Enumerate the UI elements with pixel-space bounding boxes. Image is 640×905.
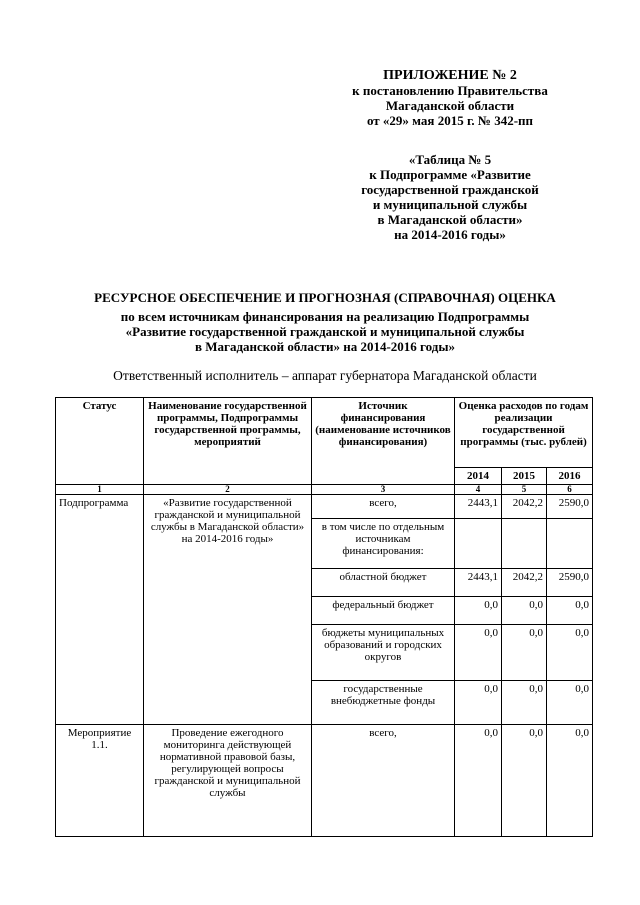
value-cell: 0,0 <box>547 681 593 725</box>
header-source: Источник финансирования (наименование источников финансирования) <box>312 398 455 485</box>
subprogram-status: Подпрограмма <box>56 495 144 725</box>
value-cell: 0,0 <box>502 625 547 681</box>
value-cell: 0,0 <box>455 625 502 681</box>
table-note <box>300 152 600 242</box>
resource-table <box>55 397 593 837</box>
value-cell <box>502 519 547 569</box>
source-cell: в том числе по отдельным источникам финансирования: <box>312 519 455 569</box>
source-cell: всего, <box>312 725 455 837</box>
table-note-line: и муниципальной службы <box>372 197 528 212</box>
value-cell: 0,0 <box>502 681 547 725</box>
header-status: Статус <box>56 398 144 485</box>
value-cell <box>547 519 593 569</box>
value-cell: 0,0 <box>502 725 547 837</box>
document-title-line: «Развитие государственной гражданской и муниципальной службы <box>125 324 525 339</box>
header-estimate: Оценка расходов по годам реализации государственной программы (тыс. рублей) <box>455 398 593 468</box>
value-cell: 0,0 <box>547 725 593 837</box>
value-cell: 2042,2 <box>502 495 547 519</box>
subprogram-name: «Развитие государственной гражданской и муниципальной службы в Магаданской области» на 2014-2016 годы» <box>144 495 312 725</box>
appendix-title: ПРИЛОЖЕНИЕ № 2 <box>383 68 517 83</box>
value-cell: 0,0 <box>547 597 593 625</box>
appendix-header <box>300 68 600 128</box>
value-cell: 2042,2 <box>502 569 547 597</box>
table-note-line: в Магаданской области» <box>377 212 523 227</box>
source-cell: областной бюджет <box>312 569 455 597</box>
column-number: 5 <box>502 485 547 495</box>
column-number: 4 <box>455 485 502 495</box>
source-cell: федеральный бюджет <box>312 597 455 625</box>
document-title-line: в Магаданской области» на 2014-2016 годы» <box>195 339 455 354</box>
column-number: 2 <box>144 485 312 495</box>
value-cell: 0,0 <box>455 681 502 725</box>
value-cell <box>455 519 502 569</box>
measure-name: Проведение ежегодного мониторинга действующей нормативной правовой базы, регулирующей вопросы гражданской и муниципальной службы <box>144 725 312 837</box>
table-note-line: к Подпрограмме «Развитие <box>369 167 531 182</box>
document-title <box>40 290 610 354</box>
source-cell: всего, <box>312 495 455 519</box>
value-cell: 2443,1 <box>455 495 502 519</box>
appendix-line: к постановлению Правительства <box>352 83 548 98</box>
header-year: 2014 <box>455 468 502 485</box>
document-title-line: по всем источникам финансирования на реализацию Подпрограммы <box>120 309 530 324</box>
document-title-main: РЕСУРСНОЕ ОБЕСПЕЧЕНИЕ И ПРОГНОЗНАЯ (СПРАВОЧНАЯ) ОЦЕНКА <box>94 290 556 305</box>
responsible-executor: Ответственный исполнитель – аппарат губернатора Магаданской области <box>113 368 537 383</box>
appendix-line: Магаданской области <box>385 98 515 113</box>
column-number: 6 <box>547 485 593 495</box>
table-note-title: «Таблица № 5 <box>408 152 492 167</box>
column-number: 1 <box>56 485 144 495</box>
column-number: 3 <box>312 485 455 495</box>
measure-status: Мероприятие 1.1. <box>56 725 144 837</box>
value-cell: 0,0 <box>547 625 593 681</box>
table-note-line: государственной гражданской <box>361 182 539 197</box>
value-cell: 0,0 <box>455 725 502 837</box>
header-year: 2016 <box>547 468 593 485</box>
header-name: Наименование государственной программы, Подпрограммы государственной программы, мероприятий <box>144 398 312 485</box>
header-year: 2015 <box>502 468 547 485</box>
value-cell: 0,0 <box>455 597 502 625</box>
appendix-line: от «29» мая 2015 г. № 342-пп <box>366 113 534 128</box>
table-note-line: на 2014-2016 годы» <box>394 227 506 242</box>
value-cell: 2443,1 <box>455 569 502 597</box>
value-cell: 0,0 <box>502 597 547 625</box>
table-row <box>56 725 593 837</box>
value-cell: 2590,0 <box>547 569 593 597</box>
table-row <box>56 495 593 519</box>
source-cell: бюджеты муниципальных образований и городских округов <box>312 625 455 681</box>
source-cell: государственные внебюджетные фонды <box>312 681 455 725</box>
value-cell: 2590,0 <box>547 495 593 519</box>
column-numbers-row <box>56 485 593 495</box>
